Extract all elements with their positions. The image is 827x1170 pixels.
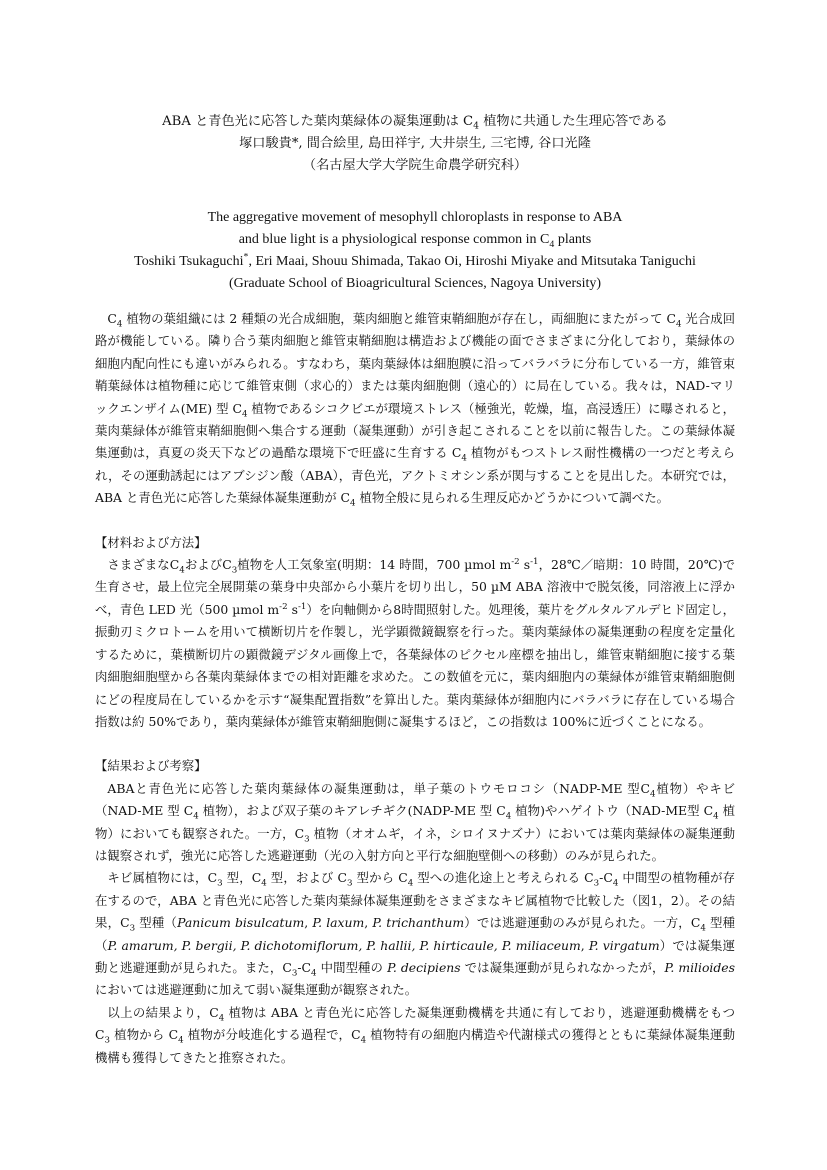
subscript: 4 (505, 811, 512, 822)
text-run: 型から C (352, 870, 408, 886)
title-en-line-1: The aggregative movement of mesophyll chloroplasts in response to ABA (207, 210, 623, 225)
subscript: 4 (713, 811, 719, 822)
subscript: 4 (311, 968, 317, 979)
subscript: 4 (407, 878, 414, 889)
subscript: 3 (104, 1035, 110, 1046)
affiliation-ja: （名古屋大学大学院生命農学研究科） (302, 158, 528, 173)
author-name: Toshiki Tsukaguchi (134, 254, 244, 269)
subscript: 4 (461, 453, 467, 464)
text-run: 植物であるシコクビエが環境ストレス（極強光，乾燥，塩，高浸透圧）に曝されると，葉肉葉緑体が維管束鞘細胞側へ集合する運動（凝集運動）が引き起こされることを以前に報告した。この葉緑体凝集運動は，真夏の炎天下などの過酷な環境下で旺盛に生育する C (95, 400, 735, 461)
intro-paragraph (95, 308, 735, 510)
subscript: 3 (593, 878, 600, 889)
text-run: 中間型種の (316, 959, 388, 975)
subscript: 3 (217, 878, 223, 889)
methods-heading: 【材料および方法】 (95, 534, 207, 550)
title-en-line-2 (95, 229, 735, 251)
title-en-text: and blue light is a physiological response common in C (238, 232, 550, 247)
text-run: さまざまなC (107, 557, 180, 573)
text-run: 植物）においても観察された。一方，C (95, 803, 735, 841)
text-run: -C (599, 870, 613, 886)
text-run: 型，および C (266, 870, 347, 886)
text-run: キビ属植物には，C (107, 870, 218, 886)
text-run: においては逃避運動に加えて弱い凝集運動が観察された。 (95, 982, 418, 998)
subscript: 4 (179, 565, 185, 576)
text-run: , (304, 915, 313, 931)
text-run: 型，C (222, 870, 262, 886)
subscript: 4 (350, 498, 356, 509)
text-run: 植物)やハゲイトウ（NAD-ME型 C (511, 803, 714, 819)
subscript: 4 (261, 878, 267, 889)
results-paragraph-2 (95, 867, 735, 1001)
text-run: ABAと青色光に応答した葉肉葉緑体の凝集運動は，単子葉のトウモロコシ（NADP-ME 型C (107, 780, 650, 796)
text-run: 植物がもつストレス耐性機構の一つだと考えられ，その運動誘起にはアブシジン酸（ABA），青色光，アクトミオシン系が関与することを見出した。本研究では，ABA と青色光に応答した葉緑体凝集運動が C (95, 445, 735, 506)
author-name: 塚口駿貴 (239, 136, 292, 151)
subscript: 4 (241, 409, 248, 420)
subscript: 4 (675, 319, 682, 330)
title-ja (95, 111, 735, 133)
subscript: 3 (346, 878, 353, 889)
text-run: ，28℃／暗期：10 時間，20℃)で生育させ，最上位完全展開葉の葉身中央部から小葉片を切り出し，50 µM ABA 溶液中で脱気後，同溶液上に浮かべ，青色 LED 光（500 µmol m (95, 557, 735, 617)
text-run: , (364, 915, 373, 931)
subscript: 4 (178, 1035, 184, 1046)
text-run: 植物の葉組織には 2 種類の光合成細胞，葉肉細胞と維管束鞘細胞が存在し，両細胞にまたがって C (122, 311, 676, 326)
authors-ja (95, 133, 735, 155)
superscript: -1 (530, 556, 539, 567)
subscript: 3 (291, 968, 298, 979)
superscript: -2 (511, 556, 520, 567)
species-name: P. virgatum (588, 937, 660, 953)
abstract-page (95, 111, 735, 1069)
subscript: 4 (193, 811, 199, 822)
subscript: 4 (360, 1035, 367, 1046)
text-run: -C (297, 959, 312, 975)
title-en-text: plants (554, 232, 592, 247)
text-run: ）では凝集運動と逃避運動が見られた。また，C (95, 937, 736, 975)
text-run: 植物を人工気象室(明期：14 時間，700 µmol m (237, 557, 512, 573)
text-run: 型種（ (95, 915, 735, 953)
species-name: P. decipiens (387, 959, 461, 975)
text-run: 植物特有の細胞内構造や代謝様式の獲得とともに葉緑体凝集運動機構も獲得してきたと推察された。 (95, 1027, 735, 1065)
species-name: P. laxum (312, 915, 365, 931)
text-run: 植物），および双子葉のキアレチギク(NADP-ME 型 C (198, 803, 506, 819)
text-run: 植物は ABA と青色光に応答した凝集運動機構を共通に有しており，逃避運動機構をもつ C (95, 1004, 735, 1043)
subscript: 3 (231, 565, 238, 576)
text-run: ）では逃避運動のみが見られた。一方，C (464, 915, 701, 931)
species-name: P. milioides (664, 959, 736, 975)
text-run: では凝集運動が見られなかったが， (460, 959, 665, 975)
subscript: 4 (549, 238, 555, 250)
affiliation-en: (Graduate School of Bioagricultural Sciences, Nagoya University) (228, 276, 602, 291)
methods-paragraph (95, 554, 735, 733)
corresponding-mark: * (243, 251, 249, 263)
subscript: 4 (218, 1013, 225, 1024)
results-paragraph-3 (95, 1002, 735, 1069)
text-run: 型種（ (135, 915, 178, 931)
text-run: 植物から C (110, 1027, 179, 1043)
text-run: , (580, 937, 589, 953)
text-run: 植物（オオムギ，イネ，シロイヌナズナ）においては葉肉葉緑体の凝集運動は観察されず，強光に応答した逃避運動（光の入射方向と平行な細胞壁側への移動）のみが見られた。 (95, 825, 735, 863)
author-names: , 間合絵里, 島田祥宇, 大井崇生, 三宅博, 谷口光隆 (298, 136, 591, 151)
text-run: C (107, 311, 117, 326)
subscript: 4 (650, 789, 656, 800)
subscript: 4 (612, 878, 619, 889)
species-name: Panicum bisulcatum (177, 915, 305, 931)
species-name: P. amarum, P. bergii, P. dichotomiflorum, P. hallii, P. hirticaule, P. miliaceum (107, 937, 581, 953)
authors-en (95, 251, 735, 273)
text-run: 以上の結果より，C (107, 1004, 219, 1020)
subscript: 3 (304, 834, 310, 844)
text-run: s (287, 601, 298, 617)
text-run: 植物が分岐進化する過程で，C (183, 1027, 361, 1043)
species-name: P. trichanthum (372, 915, 465, 931)
subscript: 4 (473, 120, 480, 132)
superscript: -1 (297, 601, 307, 612)
subscript: 4 (700, 923, 706, 934)
subscript: 3 (129, 923, 136, 934)
text-run: 植物）やキビ（NAD-ME 型 C (95, 780, 735, 819)
text-run: 中間型の植物種が存在するので，ABA と青色光に応答した葉肉葉緑体凝集運動をさまざまなキビ属植物で比較した（図1，2）。その結果，C (95, 870, 736, 931)
text-run: 型への進化途上と考えられる C (413, 870, 594, 886)
corresponding-mark: * (291, 136, 299, 151)
results-paragraph-1 (95, 778, 735, 868)
text-run: s (519, 557, 531, 573)
superscript: -2 (279, 601, 288, 612)
author-names: , Eri Maai, Shouu Shimada, Takao Oi, Hiroshi Miyake and Mitsutaka Taniguchi (248, 254, 696, 269)
title-ja-text: 植物に共通した生理応答である (479, 114, 668, 129)
text-run: 光合成回路が機能している。隣り合う葉肉細胞と維管束鞘細胞は構造および機能の面でさまざまに分化しており，葉緑体の細胞内配向性にも違いがみられる。すなわち，葉肉葉緑体は細胞膜に沿ってバラバラに分布している一方，維管束鞘葉緑体は植物種に応じて維管束側（求心的）または葉肉細胞側（遠心的）に局在している。我々は，NAD-マリックエンザイム(ME) 型 C (95, 311, 735, 416)
text-run: 植物全般に見られる生理反応かどうかについて調べた。 (355, 490, 669, 506)
title-ja-text: ABA と青色光に応答した葉肉葉緑体の凝集運動は C (162, 114, 474, 129)
text-run: ）を向軸側から8時間照射した。処理後，葉片をグルタルアルデヒド固定し，振動刃ミクロトームを用いて横断切片を作製し，光学顕微鏡観察を行った。葉肉葉緑体の凝集運動の程度を定量化するために，葉横断切片の顕微鏡デジタル画像上で，各葉緑体のピクセル座標を抽出し，維管束鞘細胞に接する葉肉細胞細胞壁から各葉肉葉緑体までの相対距離を求めた。この数値を元に，葉肉細胞内の葉緑体が維管束鞘細胞側にどの程度局在しているかを示す“凝集配置指数”を算出した。葉肉葉緑体が細胞内にバラバラに存在している場合指数は約 50%であり，葉肉葉緑体が維管束鞘細胞側に凝集するほど，この指数は 100%に近づくことになる。 (95, 601, 735, 729)
subscript: 4 (116, 319, 123, 330)
text-run: およびC (184, 557, 232, 573)
results-heading: 【結果および考察】 (95, 758, 207, 774)
